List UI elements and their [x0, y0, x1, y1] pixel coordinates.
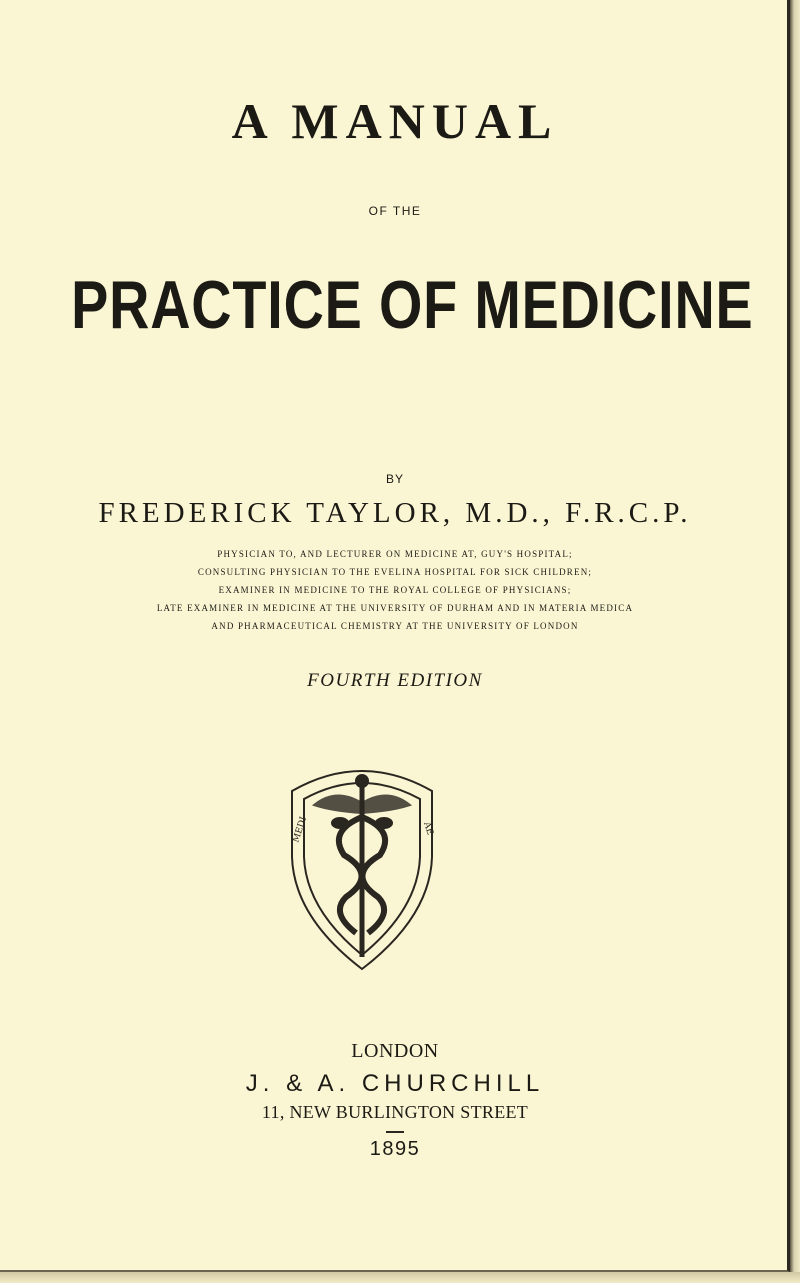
credential-line: LATE EXAMINER IN MEDICINE AT THE UNIVERSITY OF DURHAM AND IN MATERIA MEDICA	[156, 603, 634, 613]
credential-line: EXAMINER IN MEDICINE TO THE ROYAL COLLEGE OF PHYSICIANS;	[218, 585, 572, 595]
publisher-address: 11, NEW BURLINGTON STREET	[261, 1102, 529, 1122]
title-line-3: PRACTICE OF MEDICINE	[71, 267, 754, 343]
caduceus-shield-emblem-icon	[284, 757, 440, 971]
title-line-2: OF THE	[368, 204, 422, 218]
publisher-name: J. & A. CHURCHILL	[245, 1070, 545, 1097]
emblem-left-text: MEDI	[291, 815, 310, 844]
page-edge	[790, 0, 800, 1283]
page-bottom-edge	[0, 1272, 800, 1283]
emblem-right-text: AE	[421, 820, 435, 837]
credential-line: PHYSICIAN TO, AND LECTURER ON MEDICINE AT, GUY'S HOSPITAL;	[217, 549, 573, 559]
year-rule	[386, 1131, 404, 1133]
publication-year: 1895	[369, 1138, 421, 1160]
edition-label: FOURTH EDITION	[307, 670, 483, 691]
publisher-place: LONDON	[351, 1040, 439, 1062]
credential-line: AND PHARMACEUTICAL CHEMISTRY AT THE UNIVERSITY OF LONDON	[211, 621, 579, 631]
credential-line: CONSULTING PHYSICIAN TO THE EVELINA HOSPITAL FOR SICK CHILDREN;	[197, 567, 593, 577]
by-line: BY	[385, 472, 404, 486]
title-line-1: A MANUAL	[231, 93, 559, 149]
author-name: FREDERICK TAYLOR, M.D., F.R.C.P.	[98, 497, 692, 529]
